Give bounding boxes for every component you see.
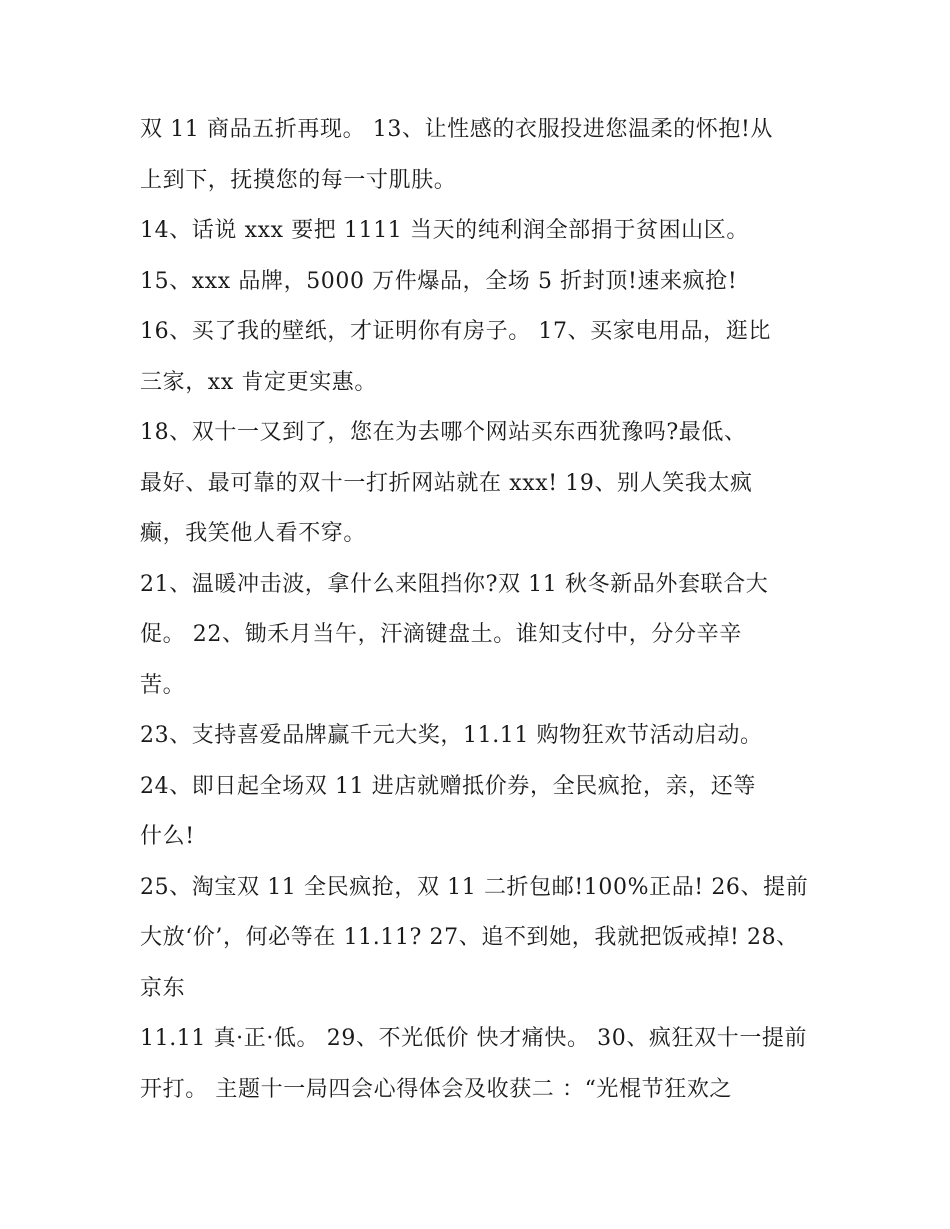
text-line: 促。 22、锄禾月当午，汗滴键盘土。谁知支付中，分分辛辛: [140, 622, 742, 647]
text-line: 最好、最可靠的双十一打折网站就在 xxx! 19、别人笑我太疯: [140, 470, 753, 496]
text-line: 16、买了我的壁纸，才证明你有房子。 17、买家电用品，逛比: [140, 319, 771, 344]
text-line: 14、话说 xxx 要把 1111 当天的纯利润全部捐于贫困山区。: [140, 218, 749, 243]
document-body: [140, 105, 820, 1115]
text-line: 21、温暖冲击波，拿什么来阻挡你?双 11 秋冬新品外套联合大: [140, 571, 769, 597]
text-line: 24、即日起全场双 11 进店就赠抵价券，全民疯抢，亲，还等: [140, 773, 756, 799]
text-line: 开打。 主题十一局四会心得体会及收获二 ：“光棍节狂欢之: [140, 1076, 733, 1102]
text-line: 23、支持喜爱品牌赢千元大奖，11.11 购物狂欢节活动启动。: [140, 723, 763, 748]
text-line: 京东: [140, 975, 186, 1001]
text-line: 苦。: [140, 672, 186, 698]
text-line: 双 11 商品五折再现。 13、让性感的衣服投进您温柔的怀抱!从: [140, 117, 774, 142]
text-line: 15、xxx 品牌，5000 万件爆品，全场 5 折封顶!速来疯抢!: [140, 268, 738, 294]
text-line: 25、淘宝双 11 全民疯抢，双 11 二折包邮!100%正品! 26、提前: [140, 874, 809, 900]
text-line: 什么!: [140, 824, 195, 849]
text-line: 癫，我笑他人看不穿。: [140, 521, 367, 546]
text-line: 三家，xx 肯定更实惠。: [140, 369, 378, 395]
text-line: 18、双十一又到了，您在为去哪个网站买东西犹豫吗?最低、: [140, 420, 747, 445]
text-line: 上到下，抚摸您的每一寸肌肤。: [140, 167, 457, 193]
text-line: 11.11 真·正·低。 29、不光低价 快才痛快。 30、疯狂双十一提前: [140, 1026, 808, 1051]
text-line: 大放‘价’，何必等在 11.11? 27、追不到她，我就把饭戒掉! 28、: [140, 925, 799, 950]
